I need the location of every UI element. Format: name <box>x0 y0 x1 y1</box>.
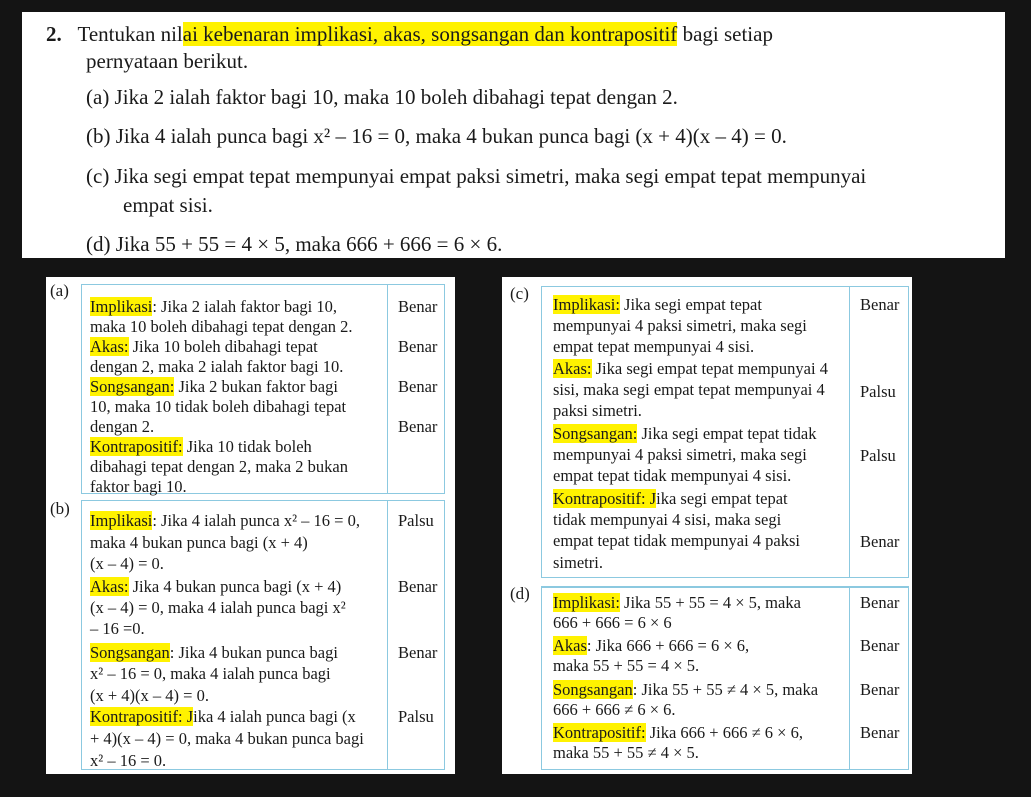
question-item-a: (a) Jika 2 ialah faktor bagi 10, maka 10 boleh dibahagi tepat dengan 2. <box>86 85 678 109</box>
statement-line <box>553 613 672 633</box>
statement-text: maka 55 + 55 ≠ 4 × 5. <box>553 743 699 762</box>
highlighted-term: Akas <box>553 636 587 655</box>
statement-line <box>553 510 781 530</box>
statement-line <box>90 317 353 337</box>
statement-line <box>90 533 308 553</box>
truth-value: Benar <box>860 295 900 314</box>
statement-text: – 16 =0. <box>90 619 145 638</box>
statement-line <box>90 297 337 317</box>
truth-value: Benar <box>860 680 900 699</box>
statement-text: Jika segi empat tepat mempunyai 4 <box>591 359 828 378</box>
statement-line <box>553 380 825 400</box>
highlighted-term: Implikasi <box>90 511 153 530</box>
statement-text: Jika 4 bukan punca bagi (x + 4) <box>128 577 342 596</box>
statement-line <box>90 598 346 618</box>
highlighted-term: Akas: <box>553 359 592 378</box>
statement-text: Jika segi empat tepat <box>619 295 762 314</box>
statement-text: + 4)(x – 4) = 0, maka 4 bukan punca bagi <box>90 729 364 748</box>
statement-text: empat tepat mempunyai 4 sisi. <box>553 337 755 356</box>
statement-line <box>553 466 791 486</box>
truth-value: Benar <box>860 593 900 612</box>
question-intro-line <box>46 21 773 47</box>
highlighted-term: Songsangan: <box>553 424 638 443</box>
highlighted-term: Songsangan <box>90 643 170 662</box>
statement-line <box>553 445 807 465</box>
column-divider <box>849 587 850 769</box>
statement-text: sisi, maka segi empat tepat mempunyai 4 <box>553 380 825 399</box>
statement-line <box>90 457 348 477</box>
statement-text: : Jika 4 ialah punca x² – 16 = 0, <box>152 511 360 530</box>
statement-text: simetri. <box>553 553 603 572</box>
statement-text: Jika 55 + 55 = 4 × 5, maka <box>619 593 801 612</box>
highlighted-term: Akas: <box>90 577 129 596</box>
statement-text: (x + 4)(x – 4) = 0. <box>90 686 209 705</box>
statement-text: tidak mempunyai 4 sisi, maka segi <box>553 510 782 529</box>
statement-line <box>553 636 749 656</box>
row-divider <box>542 587 908 588</box>
part-c-label: (c) <box>510 284 529 303</box>
statement-text: mempunyai 4 paksi simetri, maka segi <box>553 316 807 335</box>
statement-text: dibahagi tepat dengan 2, maka 2 bukan <box>90 457 348 476</box>
part-b-label: (b) <box>50 499 70 518</box>
truth-value: Palsu <box>860 382 896 401</box>
truth-value: Benar <box>398 297 438 316</box>
statement-text: Jika 666 + 666 ≠ 6 × 6, <box>645 723 803 742</box>
highlighted-term: Songsangan: <box>90 377 175 396</box>
statement-line <box>553 723 803 743</box>
statement-text: (x – 4) = 0. <box>90 554 164 573</box>
statement-text: empat tepat tidak mempunyai 4 paksi <box>553 531 800 550</box>
statement-text: 666 + 666 = 6 × 6 <box>553 613 672 632</box>
statement-text: maka 55 + 55 = 4 × 5. <box>553 656 700 675</box>
highlighted-term: Kontrapositif: J <box>553 489 657 508</box>
part-d-table <box>541 586 909 770</box>
statement-text: : Jika 55 + 55 ≠ 4 × 5, maka <box>632 680 819 699</box>
statement-text: x² – 16 = 0. <box>90 751 167 770</box>
statement-text: mempunyai 4 paksi simetri, maka segi <box>553 445 807 464</box>
statement-text: ika 4 ialah punca bagi (x <box>193 707 356 726</box>
statement-text: Jika 10 tidak boleh <box>182 437 312 456</box>
statement-line <box>553 295 762 315</box>
highlighted-term: Songsangan <box>553 680 633 699</box>
statement-line <box>553 593 801 613</box>
statement-line <box>553 316 807 336</box>
column-divider <box>387 501 388 769</box>
statement-text: faktor bagi 10. <box>90 477 187 496</box>
truth-value: Palsu <box>398 707 434 726</box>
question-intro-line-2: pernyataan berikut. <box>86 49 249 73</box>
answer-panel-left <box>46 277 455 774</box>
statement-line <box>90 477 187 497</box>
statement-line <box>553 656 699 676</box>
statement-line <box>90 643 338 663</box>
statement-text: : Jika 4 bukan punca bagi <box>169 643 338 662</box>
statement-line <box>90 619 145 639</box>
statement-line <box>90 377 338 397</box>
part-b-table <box>81 500 445 770</box>
statement-text: : Jika 666 + 666 = 6 × 6, <box>586 636 750 655</box>
question-item-c: (c) Jika segi empat tepat mempunyai empat paksi simetri, maka segi empat tepat mempunyai <box>86 164 867 188</box>
statement-text: (x – 4) = 0, maka 4 ialah punca bagi x² <box>90 598 346 617</box>
question-intro-post: bagi setiap <box>677 22 773 46</box>
part-d-label: (d) <box>510 584 530 603</box>
statement-line <box>553 489 788 509</box>
truth-value: Benar <box>860 636 900 655</box>
question-intro-pre: Tentukan nil <box>77 22 183 46</box>
statement-line <box>553 531 800 551</box>
truth-value: Palsu <box>860 446 896 465</box>
statement-text: : Jika 2 ialah faktor bagi 10, <box>152 297 337 316</box>
highlighted-term: Kontrapositif: J <box>90 707 194 726</box>
truth-value: Benar <box>398 577 438 596</box>
highlighted-term: Kontrapositif: <box>553 723 646 742</box>
highlighted-term: Implikasi: <box>553 593 620 612</box>
statement-text: 666 + 666 ≠ 6 × 6. <box>553 700 676 719</box>
truth-value: Benar <box>398 377 438 396</box>
statement-line <box>553 424 817 444</box>
statement-text: dengan 2, maka 2 ialah faktor bagi 10. <box>90 357 344 376</box>
column-divider <box>849 287 850 577</box>
question-panel <box>22 12 1005 258</box>
statement-text: ika segi empat tepat <box>656 489 788 508</box>
statement-line <box>90 729 364 749</box>
statement-line <box>90 437 312 457</box>
statement-text: Jika 2 bukan faktor bagi <box>174 377 338 396</box>
statement-line <box>553 700 676 720</box>
truth-value: Benar <box>860 532 900 551</box>
truth-value: Benar <box>398 643 438 662</box>
statement-text: 10, maka 10 tidak boleh dibahagi tepat <box>90 397 347 416</box>
statement-text: maka 10 boleh dibahagi tepat dengan 2. <box>90 317 353 336</box>
statement-line <box>553 553 603 573</box>
highlighted-term: Implikasi <box>90 297 153 316</box>
statement-line <box>90 577 341 597</box>
highlighted-term: Akas: <box>90 337 129 356</box>
part-a-label: (a) <box>50 281 69 300</box>
statement-line <box>90 417 154 437</box>
question-item-c-cont: empat sisi. <box>123 193 213 217</box>
statement-line <box>90 357 343 377</box>
question-item-b: (b) Jika 4 ialah punca bagi x² – 16 = 0, maka 4 bukan punca bagi (x + 4)(x – 4) = 0. <box>86 124 787 148</box>
truth-value: Palsu <box>398 511 434 530</box>
truth-value: Benar <box>860 723 900 742</box>
statement-line <box>553 401 642 421</box>
question-item-d: (d) Jika 55 + 55 = 4 × 5, maka 666 + 666 = 6 × 6. <box>86 232 503 256</box>
statement-line <box>553 743 699 763</box>
statement-line <box>90 751 166 771</box>
highlighted-term: Kontrapositif: <box>90 437 183 456</box>
answer-panel-right <box>502 277 912 774</box>
statement-line <box>553 680 818 700</box>
statement-line <box>90 686 209 706</box>
statement-line <box>90 511 360 531</box>
statement-text: Jika 10 boleh dibahagi tepat <box>128 337 318 356</box>
statement-text: paksi simetri. <box>553 401 642 420</box>
statement-line <box>90 664 331 684</box>
statement-line <box>90 397 346 417</box>
statement-line <box>553 337 754 357</box>
part-a-table <box>81 284 445 494</box>
truth-value: Benar <box>398 337 438 356</box>
statement-text: maka 4 bukan punca bagi (x + 4) <box>90 533 308 552</box>
statement-line <box>90 554 164 574</box>
statement-line <box>90 337 318 357</box>
highlighted-term: Implikasi: <box>553 295 620 314</box>
statement-text: x² – 16 = 0, maka 4 ialah punca bagi <box>90 664 331 683</box>
question-intro-highlight: ai kebenaran implikasi, akas, songsangan dan kontrapositif <box>182 22 678 46</box>
question-number: 2. <box>46 22 62 46</box>
statement-text: dengan 2. <box>90 417 155 436</box>
statement-line <box>553 359 828 379</box>
statement-line <box>90 707 356 727</box>
statement-text: empat tepat tidak mempunyai 4 sisi. <box>553 466 792 485</box>
part-c-table <box>541 286 909 578</box>
column-divider <box>387 285 388 493</box>
statement-text: Jika segi empat tepat tidak <box>637 424 817 443</box>
truth-value: Benar <box>398 417 438 436</box>
